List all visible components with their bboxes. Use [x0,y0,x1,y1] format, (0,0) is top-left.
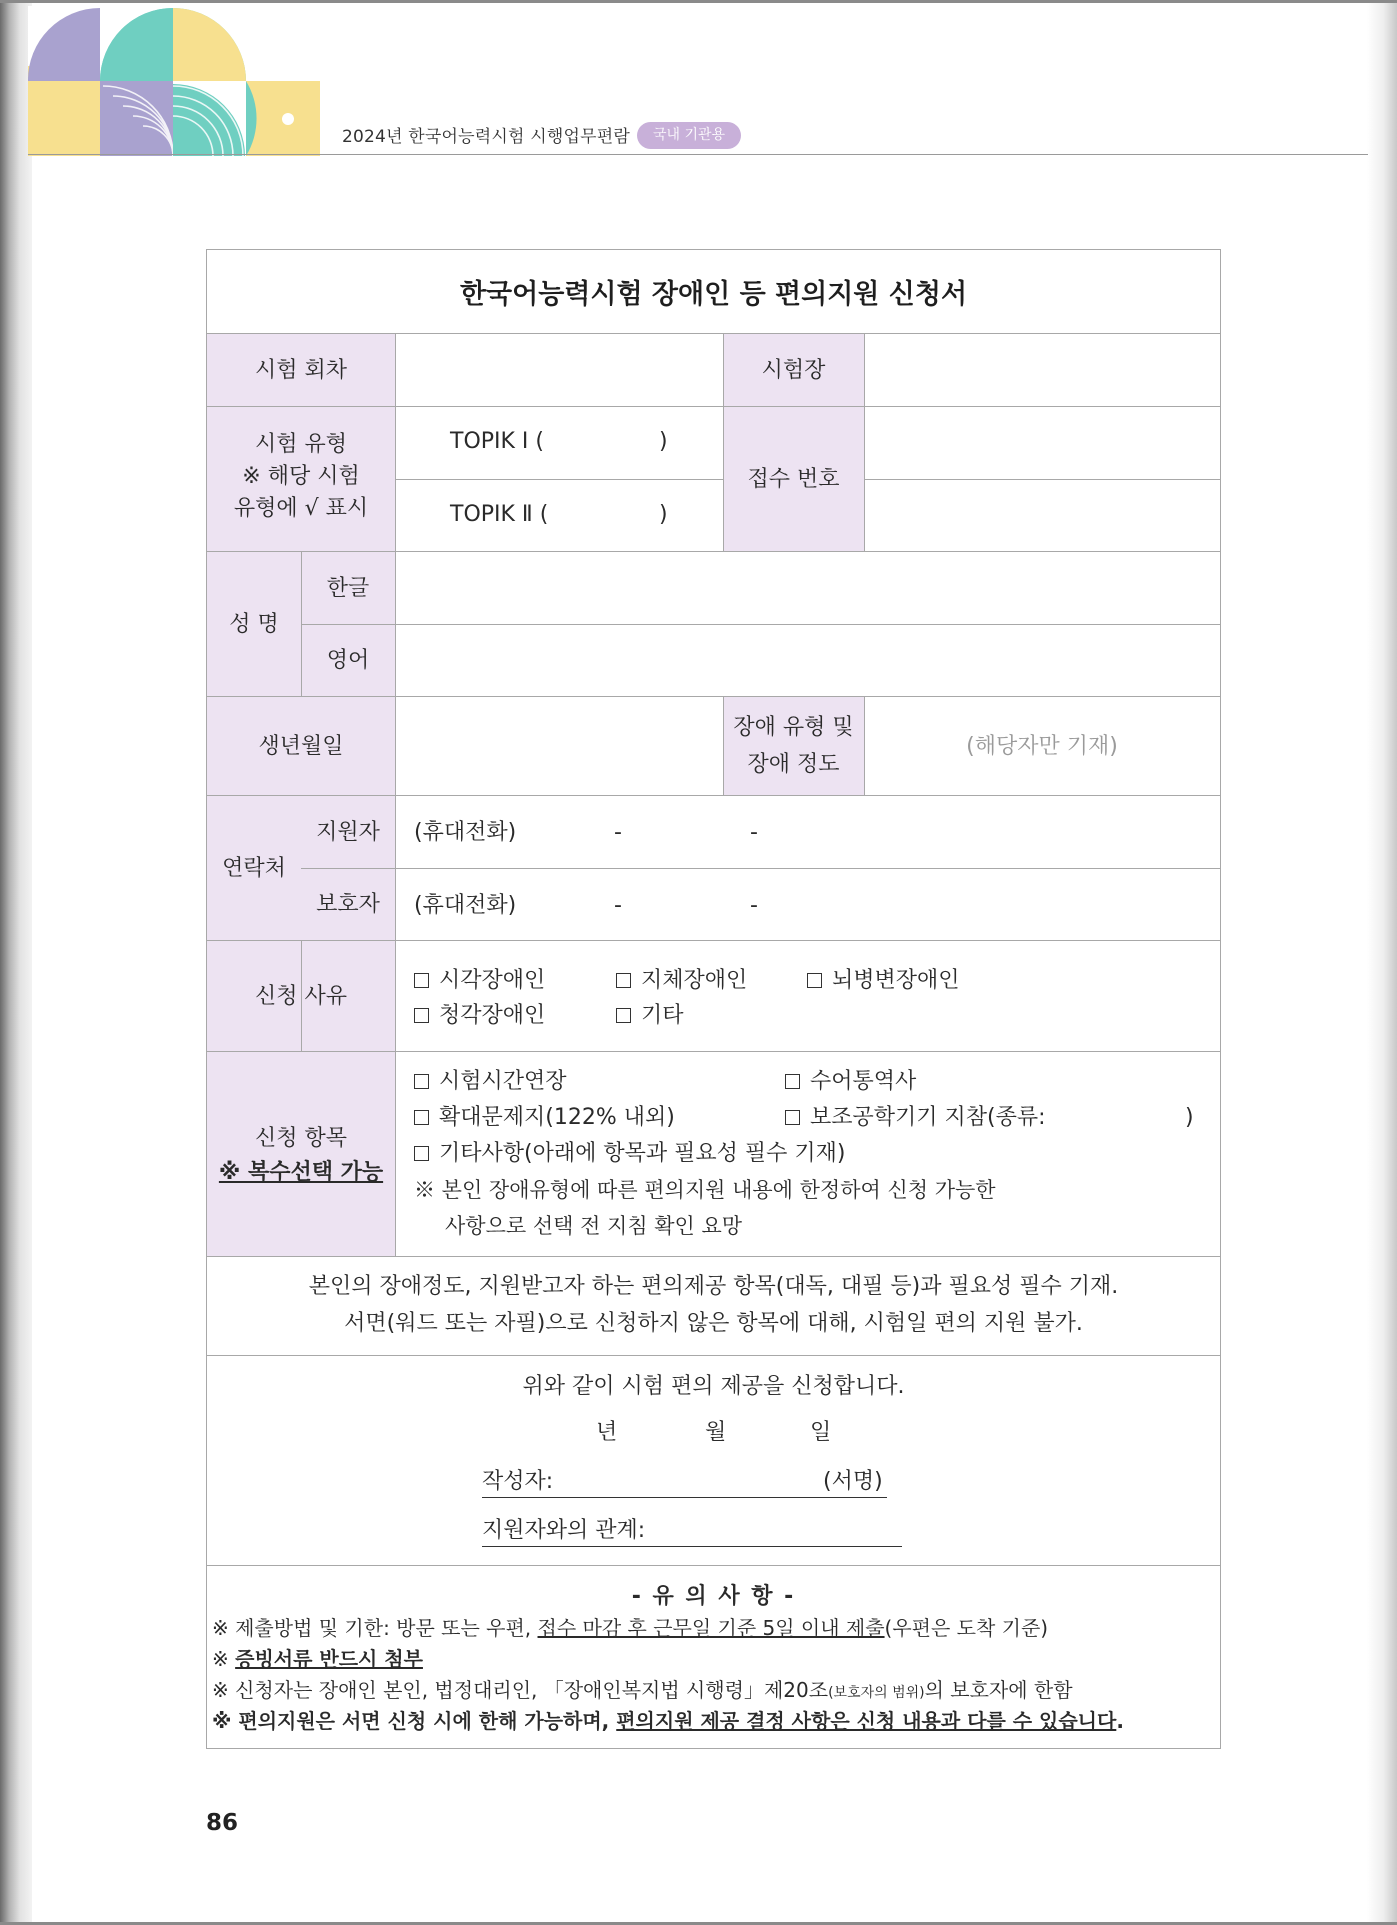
receipt-number-label: 접수 번호 [747,466,840,492]
applicant-mobile-label: (휴대전화) [414,820,517,845]
note-evidence: ※ 증빙서류 반드시 첨부 [212,1647,423,1671]
topik-2-option[interactable]: TOPIK Ⅱ ( [450,502,549,527]
assistive-device-close-paren: ) [1185,1105,1194,1130]
header-title: 2024년 한국어능력시험 시행업무편람 [342,127,630,147]
year-label: 년 [596,1420,618,1445]
name-korean-field[interactable] [396,552,1220,624]
header-decoration [28,6,320,156]
checkbox-icon [785,1110,800,1125]
phone-separator: - [750,893,758,918]
birth-date-field[interactable] [396,697,723,796]
header-divider [28,154,1368,155]
birth-date-label: 생년월일 [258,733,344,759]
name-english-field[interactable] [396,625,1220,696]
exam-site-label: 시험장 [761,357,826,383]
form-title: 한국어능력시험 장애인 등 편의지원 신청서 [459,279,968,310]
page-edge-shadow [1367,0,1397,1925]
description-line-2: 서면(워드 또는 자필)으로 신청하지 않은 항목에 대해, 시험일 편의 지원 불가. [344,1311,1083,1336]
items-note-line-1: ※ 본인 장애유형에 따른 편의지원 내용에 한정하여 신청 가능한 [414,1178,996,1202]
reason-visual[interactable]: 시각장애인 [414,966,545,996]
exam-round-field[interactable] [396,334,723,407]
header-badge: 국내 기관용 [637,122,741,149]
checkbox-icon [785,1074,800,1089]
relation-label: 지원자와의 관계: [482,1518,646,1543]
page-number: 86 [206,1810,239,1836]
exam-type-note: ※ 해당 시험 [242,464,360,489]
apply-statement: 위와 같이 시험 편의 제공을 신청합니다. [522,1374,905,1399]
exam-site-field[interactable] [865,334,1220,407]
reason-other[interactable]: 기타 [616,1001,684,1031]
item-other[interactable]: 기타사항(아래에 항목과 필요성 필수 기재) [414,1139,845,1169]
reason-hearing[interactable]: 청각장애인 [414,1001,545,1031]
topik-2-close-paren: ) [659,502,668,527]
reason-brain-lesion[interactable]: 뇌병변장애인 [807,966,960,996]
disability-field[interactable]: (해당자만 기재) [966,733,1118,759]
checkbox-icon [616,973,631,988]
items-note-line-2: 사항으로 선택 전 지침 확인 요망 [445,1214,743,1238]
name-english-label: 영어 [326,648,370,673]
page-top-edge [0,0,1397,3]
checkbox-icon [414,1074,429,1089]
items-multiple-note: ※ 복수선택 가능 [218,1160,384,1185]
name-korean-label: 한글 [326,575,370,601]
checkbox-icon [414,1110,429,1125]
topik-1-close-paren: ) [659,429,668,454]
notes-title: - 유 의 사 항 - [631,1584,796,1609]
relation-field[interactable] [665,1514,902,1546]
note-submission: ※ 제출방법 및 기한: 방문 또는 우편, 접수 마감 후 근무일 기준 5일 이내 제출(우편은 도착 기준) [212,1616,1049,1640]
exam-round-label: 시험 회차 [254,357,347,383]
book-spine-shadow [0,0,32,1925]
item-time-extension[interactable]: 시험시간연장 [414,1067,567,1097]
receipt-number-field[interactable] [865,407,1220,552]
contact-label: 연락처 [222,855,286,881]
checkbox-icon [807,973,822,988]
note-written-only: ※ 편의지원은 서면 신청 시에 한해 가능하며, 편의지원 제공 결정 사항은 신청 내용과 다를 수 있습니다. [212,1709,1124,1733]
description-line-1: 본인의 장애정도, 지원받고자 하는 편의제공 항목(대독, 대필 등)과 필요성 필수 기재. [308,1274,1119,1299]
checkbox-icon [414,1008,429,1023]
exam-type-label: 시험 유형 [254,432,347,457]
checkbox-icon [414,973,429,988]
month-label: 월 [705,1420,727,1445]
exam-type-note-2: 유형에 √ 표시 [233,496,369,521]
reason-label: 신청 사유 [254,983,347,1009]
disability-type-label: 장애 유형 및 [733,715,854,740]
item-enlarged-paper[interactable]: 확대문제지(122% 내외) [414,1103,675,1133]
writer-field[interactable] [557,1465,817,1497]
applicant-label: 지원자 [316,819,380,845]
application-form [206,249,1221,1749]
topik-1-option[interactable]: TOPIK Ⅰ ( [450,429,544,454]
guardian-mobile-label: (휴대전화) [414,893,517,918]
checkbox-icon [414,1146,429,1161]
name-label: 성 명 [229,611,279,637]
items-label: 신청 항목 [254,1126,347,1151]
item-sign-interpreter[interactable]: 수어통역사 [785,1067,916,1097]
writer-label: 작성자: [482,1469,554,1494]
phone-separator: - [614,893,622,918]
phone-separator: - [614,820,622,845]
item-assistive-device[interactable]: 보조공학기기 지참(종류: [785,1103,1046,1133]
disability-degree-label: 장애 정도 [747,752,840,777]
phone-separator: - [750,820,758,845]
note-applicant: ※ 신청자는 장애인 본인, 법정대리인, 「장애인복지법 시행령」제20조(보호자의 범위)의 보호자에 한함 [212,1678,1073,1702]
reason-physical[interactable]: 지체장애인 [616,966,747,996]
signature-label: (서명) [823,1469,883,1494]
checkbox-icon [616,1008,631,1023]
guardian-label: 보호자 [316,892,380,917]
day-label: 일 [810,1420,832,1445]
